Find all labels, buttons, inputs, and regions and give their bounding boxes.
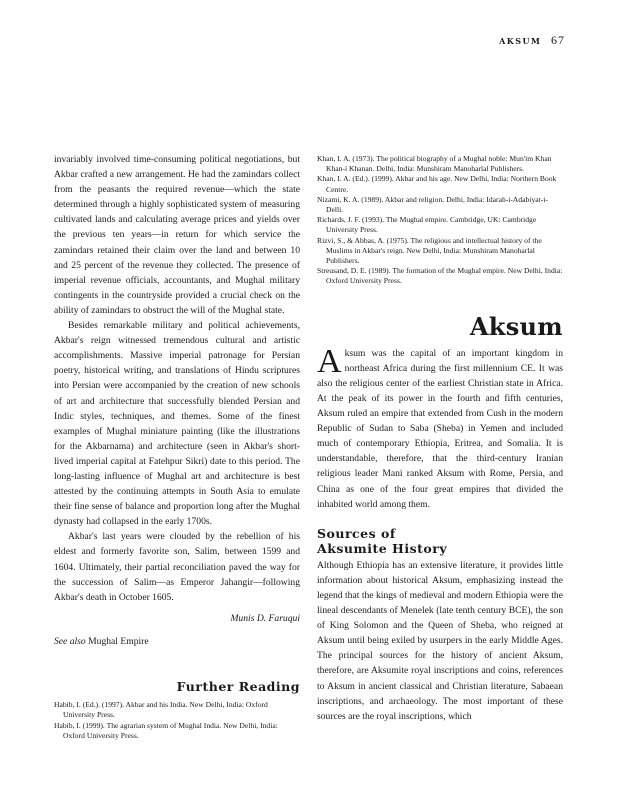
section-paragraph: Although Ethiopia has an extensive literature, it provides little information about historical Aksum, emphasizing instead the legend that the kings of medieval and modern Ethiopia were the lineal descendants of Menelek (late tenth century BCE), the son of King Solomon and the Queen of Sheba, who reigned at Aksum until being exiled by usurpers in the early Middle Ages. The principal sources for the history of ancient Aksum, therefore, are Aksumite royal inscriptions and coins, references to Aksum in ancient classical and Christian literature, Sabaean inscriptions, and archaeology. The most important of these sources are the royal inscriptions, which [317,559,563,722]
section-heading-line: Aksumite History [317,540,448,556]
intro-text: ksum was the capital of an important kingdom in northeast Africa during the first millennium CE. It was also the religious center of the earliest Christian state in Africa. At the peak of its power in the fourth and fifth centuries, Aksum ruled an empire that extended from Cush in the modern Republic of Sudan to Saba (Sheba) in Yemen and included much of contemporary Ethiopia, Eritrea, and Somalia. It is understandable, therefore, that the third-century Iranian religious leader Mani ranked Aksum with Rome, Persia, and China as one of the four great empires that divided the inhabited world among them. [317,347,563,510]
right-column [317,154,563,724]
left-column [54,152,300,741]
section-heading-line: Sources of [317,525,396,541]
reference-item: Khan, I. A. (1973). The political biography of a Mughal noble: Mun'im Khan Khan-i Khanan. Delhi, India: Munshiram Manoharlal Publishers. [317,154,552,174]
body-paragraph: invariably involved time-consuming political negotiations, but Akbar crafted a new arrangement. He had the zamindars collect from the peasants the required revenue—which the state determined through a highly sophisticated system of measuring cultivated lands and calculating average prices and yields over the previous ten years—in return for which service the zamindars retained their claim over the land and between 10 and 25 percent of the revenue they collected. The presence of imperial revenue officials, accountants, and Mughal military contingents in the countryside provided a crucial check on the ability of zamindars to obstruct the will of the Mughal state. [54,154,300,316]
see-also [54,634,300,649]
body-paragraph: Besides remarkable military and political achievements, Akbar's reign witnessed tremendous cultural and artistic accomplishments. Massive imperial patronage for Persian poetry, historical writing, and translations of Hindu scriptures into Persian were accompanied by the creation of new schools of art and architecture that successfully blended Persian and Indic styles, techniques, and themes. Some of the finest examples of Mughal miniature painting (like the illustrations for the Akbarnama) and architecture (seen in Akbar's short-lived imperial capital at Fatehpur Sikri) date to this period. The long-lasting influence of Mughal art and architecture is best attested by the continuing attempts in South Asia to emulate their fine sense of balance and proportion long after the Mughal dynasty had collapsed in the early 1700s. [54,320,300,528]
running-head-title: AKSUM [499,36,542,46]
intro-paragraph [317,342,563,512]
author-signature: Munis D. Faruqui [230,612,300,624]
see-also-label: See also [54,635,86,647]
reference-item: Rizvi, S., & Abbas, A. (1975). The religious and intellectual history of the Muslims in Akbar's reign. New Delhi, India: Munshiram Manoharlal Publishers. [317,235,542,266]
further-reading-heading: Further Reading [176,679,300,694]
reference-item: Streusand, D. E. (1989). The formation of the Mughal empire. New Delhi, India: Oxford University Press. [317,266,563,286]
body-paragraph: Akbar's last years were clouded by the rebellion of his eldest and formerly favorite son, Salim, between 1599 and 1604. Ultimately, their partial reconciliation paved the way for the succession of Salim—as Emperor Jahangir—following Akbar's death in October 1605. [54,531,300,603]
running-head [499,33,565,48]
article-title: Aksum [469,311,563,341]
reference-item: Habib, I. (Ed.). (1997). Akbar and his India. New Delhi, India: Oxford University Press. [54,700,268,720]
section-heading [317,526,563,556]
reference-item: Nizami, K. A. (1989). Akbar and religion. Delhi, India: Idarah-i-Adabiyat-i-Delli. [317,194,548,215]
reference-list [317,154,563,287]
further-reading-list [54,700,300,741]
see-also-link[interactable]: Mughal Empire [88,635,149,647]
reference-item: Habib, I. (1999). The agrarian system of Mughal India. New Delhi, India: Oxford University Press. [54,720,278,740]
page-number: 67 [551,33,565,47]
drop-cap: A [317,342,342,380]
reference-item: Richards, J. F. (1993). The Mughal empire. Cambridge, UK: Cambridge University Press. [317,215,537,235]
reference-item: Khan, I. A. (Ed.). (1999). Akbar and his age. New Delhi, India: Northern Book Centre. [317,174,557,194]
